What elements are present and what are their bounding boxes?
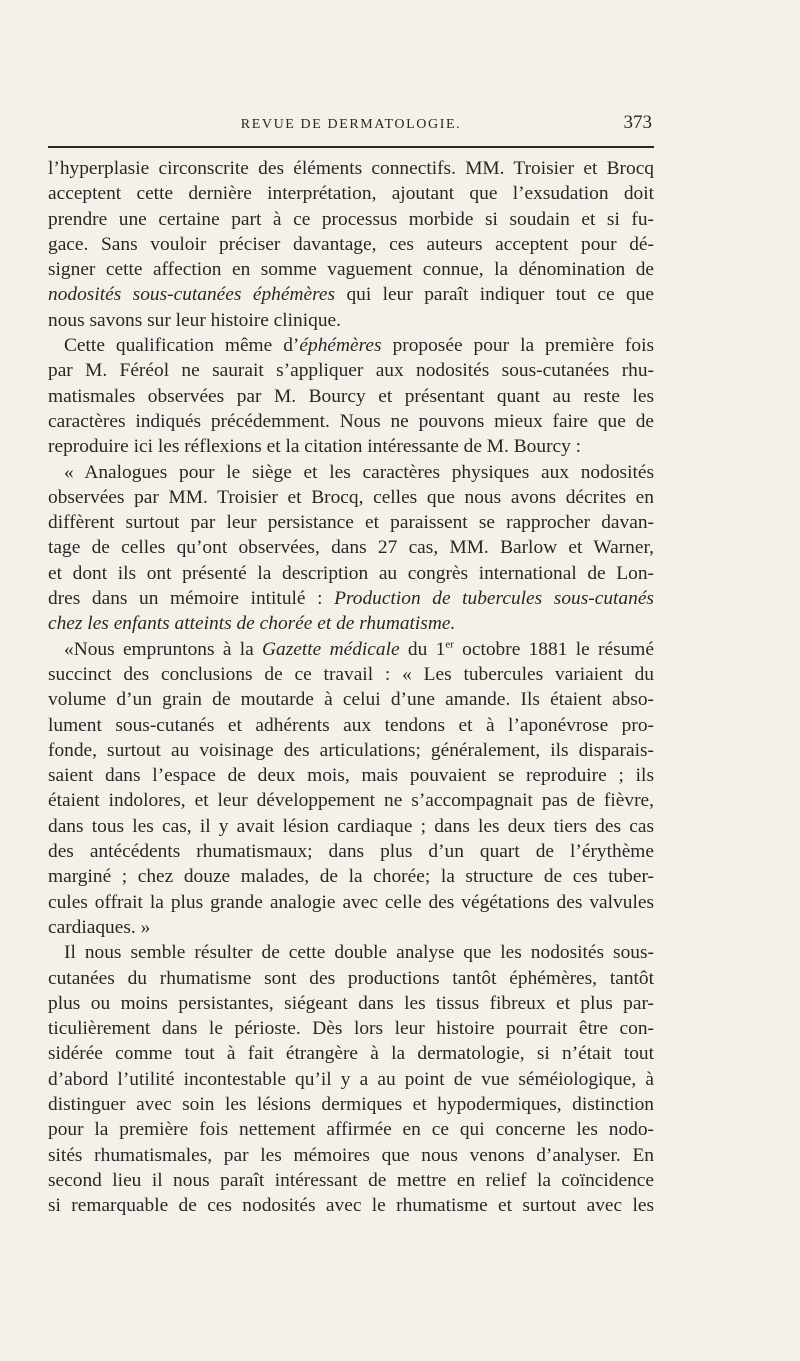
text-line [48,333,654,358]
text-line [48,485,654,510]
text-run: dres dans un mémoire intitulé : [48,588,335,610]
text-run: reproduire ici les réflexions et la citation intéressante de M. Bourcy : [48,436,582,458]
text-line [48,637,654,662]
text-run: volume d’un grain de moutarde à celui d’une amande. Ils étaient abso- [48,689,654,711]
text-run: cules offrait la plus grande analogie avec celle des végétations des valvules [48,891,654,913]
body-text [48,156,654,1218]
text-run: saient dans l’espace de deux mois, mais pouvaient se reproduire ; ils [48,765,654,787]
italic-text: éphémères [299,335,382,357]
text-line [48,561,654,586]
text-run: observées par MM. Troisier et Brocq, celles que nous avons décrites en [48,486,654,508]
text-line [48,460,654,485]
text-line [48,940,654,965]
text-line [48,763,654,788]
text-run: prendre une certaine part à ce processus morbide si soudain et si fu- [48,208,654,230]
text-run: dans tous les cas, il y avait lésion cardiaque ; dans les deux tiers des cas [48,815,654,837]
text-run: si remarquable de ces nodosités avec le rhumatisme et surtout avec les [48,1195,654,1217]
text-line [48,308,654,333]
text-line [48,535,654,560]
text-run: fonde, surtout au voisinage des articulations; généralement, ils disparais- [48,739,654,761]
text-line [48,1067,654,1092]
text-line [48,257,654,282]
text-line [48,788,654,813]
text-run: et dont ils ont présenté la description au congrès international de Lon- [48,562,654,584]
text-run: sidérée comme tout à fait étrangère à la dermatologie, si n’était tout [48,1043,654,1065]
text-line [48,409,654,434]
text-run: tage de celles qu’ont observées, dans 27 cas, MM. Barlow et Warner, [48,537,654,559]
text-line [48,282,654,307]
header-rule [48,146,654,148]
text-run: par M. Féréol ne saurait s’appliquer aux nodosités sous-cutanées rhu- [48,360,654,382]
text-line [48,1041,654,1066]
text-run: caractères indiqués précédemment. Nous ne pouvons mieux faire que de [48,410,654,432]
text-run: du 1 [399,638,446,660]
text-line [48,434,654,459]
text-line [48,1117,654,1142]
text-line [48,1168,654,1193]
text-run: nous savons sur leur histoire clinique. [48,309,341,331]
text-run: étaient indolores, et leur développement ne s’accompagnait pas de fièvre, [48,790,654,812]
text-run: acceptent cette dernière interprétation, ajoutant que l’exsudation doit [48,183,654,205]
text-line [48,1193,654,1218]
text-line [48,738,654,763]
superscript: er [445,638,454,651]
text-run: signer cette affection en somme vaguement connue, la dénomination de [48,259,654,281]
text-line [48,915,654,940]
text-line [48,839,654,864]
text-line [48,384,654,409]
text-run: succinct des conclusions de ce travail : « Les tubercules variaient du [48,663,654,685]
text-run: Cette qualification même d’ [64,335,300,357]
text-run: l’hyperplasie circonscrite des éléments connectifs. MM. Troisier et Brocq [48,158,654,179]
running-title: REVUE DE DERMATOLOGIE. [240,117,462,132]
text-line [48,713,654,738]
italic-text: chez les enfants atteints de chorée et de rhumatisme. [48,613,456,635]
text-line [48,662,654,687]
text-line [48,1016,654,1041]
text-run: «Nous empruntons à la [64,638,263,660]
page-header [48,112,654,136]
page-number: 373 [623,112,652,133]
text-line [48,181,654,206]
italic-text: nodosités sous-cutanées éphémères [48,284,336,306]
text-line [48,358,654,383]
text-run: octobre 1881 le résumé [453,638,654,660]
text-run: pour la première fois nettement affirmée en ce qui concerne les nodo- [48,1119,654,1141]
text-run: Il nous semble résulter de cette double analyse que les nodosités sous- [64,942,654,964]
text-line [48,510,654,535]
text-line [48,966,654,991]
text-run: plus ou moins persistantes, siégeant dans les tissus fibreux et plus par- [48,992,654,1014]
text-run: diffèrent surtout par leur persistance et paraissent se rapprocher davan- [48,512,654,534]
text-run: distinguer avec soin les lésions dermiques et hypodermiques, distinction [48,1093,654,1115]
text-run: lument sous-cutanés et adhérents aux tendons et à l’aponévrose pro- [48,714,654,736]
italic-text: Gazette médicale [262,638,400,660]
text-run: d’abord l’utilité incontestable qu’il y a au point de vue séméiologique, à [48,1068,654,1090]
text-line [48,814,654,839]
text-line [48,687,654,712]
text-run: second lieu il nous paraît intéressant de mettre en relief la coïncidence [48,1169,654,1191]
text-line [48,156,654,181]
text-run: « Analogues pour le siège et les caractères physiques aux nodosités [64,461,654,483]
text-line [48,232,654,257]
text-run: proposée pour la première fois [381,335,654,357]
text-line [48,586,654,611]
text-run: des antécédents rhumatismaux; dans plus d’un quart de l’érythème [48,841,654,863]
text-run: qui leur paraît indiquer tout ce que [335,284,654,306]
text-line [48,1092,654,1117]
italic-text: Production de tubercules sous-cutanés [334,588,654,610]
text-line [48,890,654,915]
text-run: cardiaques. » [48,916,151,938]
text-run: gace. Sans vouloir préciser davantage, ces auteurs acceptent pour dé- [48,233,654,255]
text-line [48,1143,654,1168]
text-run: marginé ; chez douze malades, de la chorée; la structure de ces tuber- [48,866,654,888]
text-run: cutanées du rhumatisme sont des productions tantôt éphémères, tantôt [48,967,654,989]
text-run: sités rhumatismales, par les mémoires que nous venons d’analyser. En [48,1144,654,1166]
text-run: ticulièrement dans le périoste. Dès lors leur histoire pourrait être con- [48,1018,654,1040]
text-line [48,611,654,636]
text-line [48,864,654,889]
text-line [48,207,654,232]
text-run: matismales observées par M. Bourcy et présentant quant au reste les [48,385,654,407]
text-line [48,991,654,1016]
